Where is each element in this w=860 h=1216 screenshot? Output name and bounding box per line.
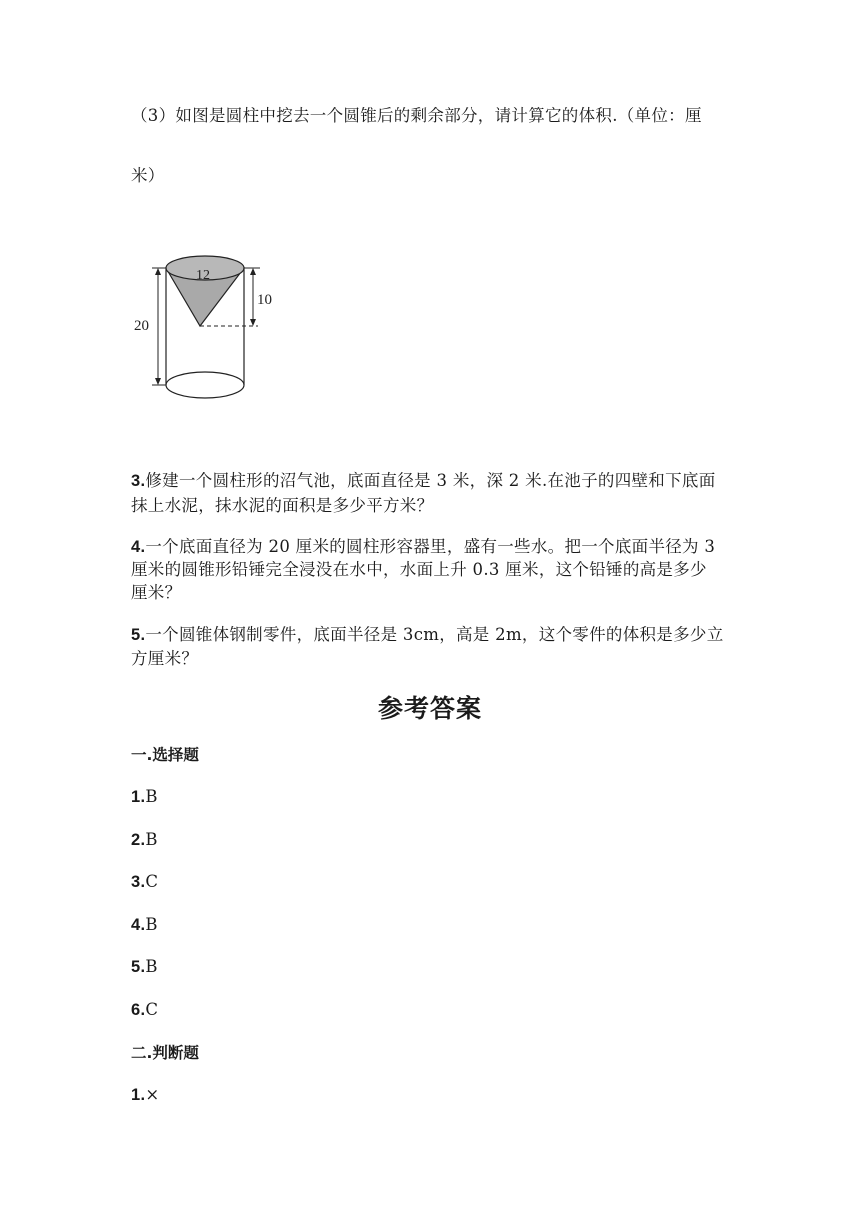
answer-1-3: 3.C <box>131 872 159 891</box>
q3-text-line1: （3）如图是圆柱中挖去一个圆锥后的剩余部分，请计算它的体积.（单位：厘 <box>131 106 702 125</box>
problem-3-number: 3. <box>131 472 146 490</box>
problem-3-line2: 抹上水泥，抹水泥的面积是多少平方米？ <box>131 496 434 515</box>
problem-4-line2: 厘米的圆锥形铅锤完全浸没在水中，水面上升 0.3 厘米，这个铅锤的高是多少 <box>131 560 707 579</box>
label-10: 10 <box>257 292 272 308</box>
answer-1-4: 4.B <box>131 915 158 934</box>
answer-1-1: 1.B <box>131 787 158 806</box>
problem-5-line1: 5.一个圆锥体钢制零件，底面半径是 3cm，高是 2m，这个零件的体积是多少立 <box>131 625 724 644</box>
problem-4-number: 4. <box>131 538 146 556</box>
bottom-ellipse <box>166 372 244 398</box>
answer-1-6: 6.C <box>131 1000 159 1019</box>
answer-key-title: 参考答案 <box>377 694 482 723</box>
problem-4-line1: 4.一个底面直径为 20 厘米的圆柱形容器里，盛有一些水。把一个底面半径为 3 <box>131 537 716 556</box>
answer-1-5: 5.B <box>131 957 158 976</box>
label-12: 12 <box>196 268 210 283</box>
problem-5-line2: 方厘米？ <box>131 649 199 668</box>
problem-4-line3: 厘米？ <box>131 583 182 602</box>
section-1-heading: 一.选择题 <box>131 746 199 764</box>
problem-5-number: 5. <box>131 626 146 644</box>
cylinder-cone-figure <box>128 248 288 408</box>
answer-2-1: 1.× <box>131 1085 160 1104</box>
answer-1-2: 2.B <box>131 830 158 849</box>
section-2-heading: 二.判断题 <box>131 1044 199 1062</box>
label-20: 20 <box>134 318 149 334</box>
problem-3-line1: 3.修建一个圆柱形的沼气池，底面直径是 3 米，深 2 米.在池子的四壁和下底面 <box>131 471 716 490</box>
q3-text-line2: 米） <box>131 166 165 185</box>
